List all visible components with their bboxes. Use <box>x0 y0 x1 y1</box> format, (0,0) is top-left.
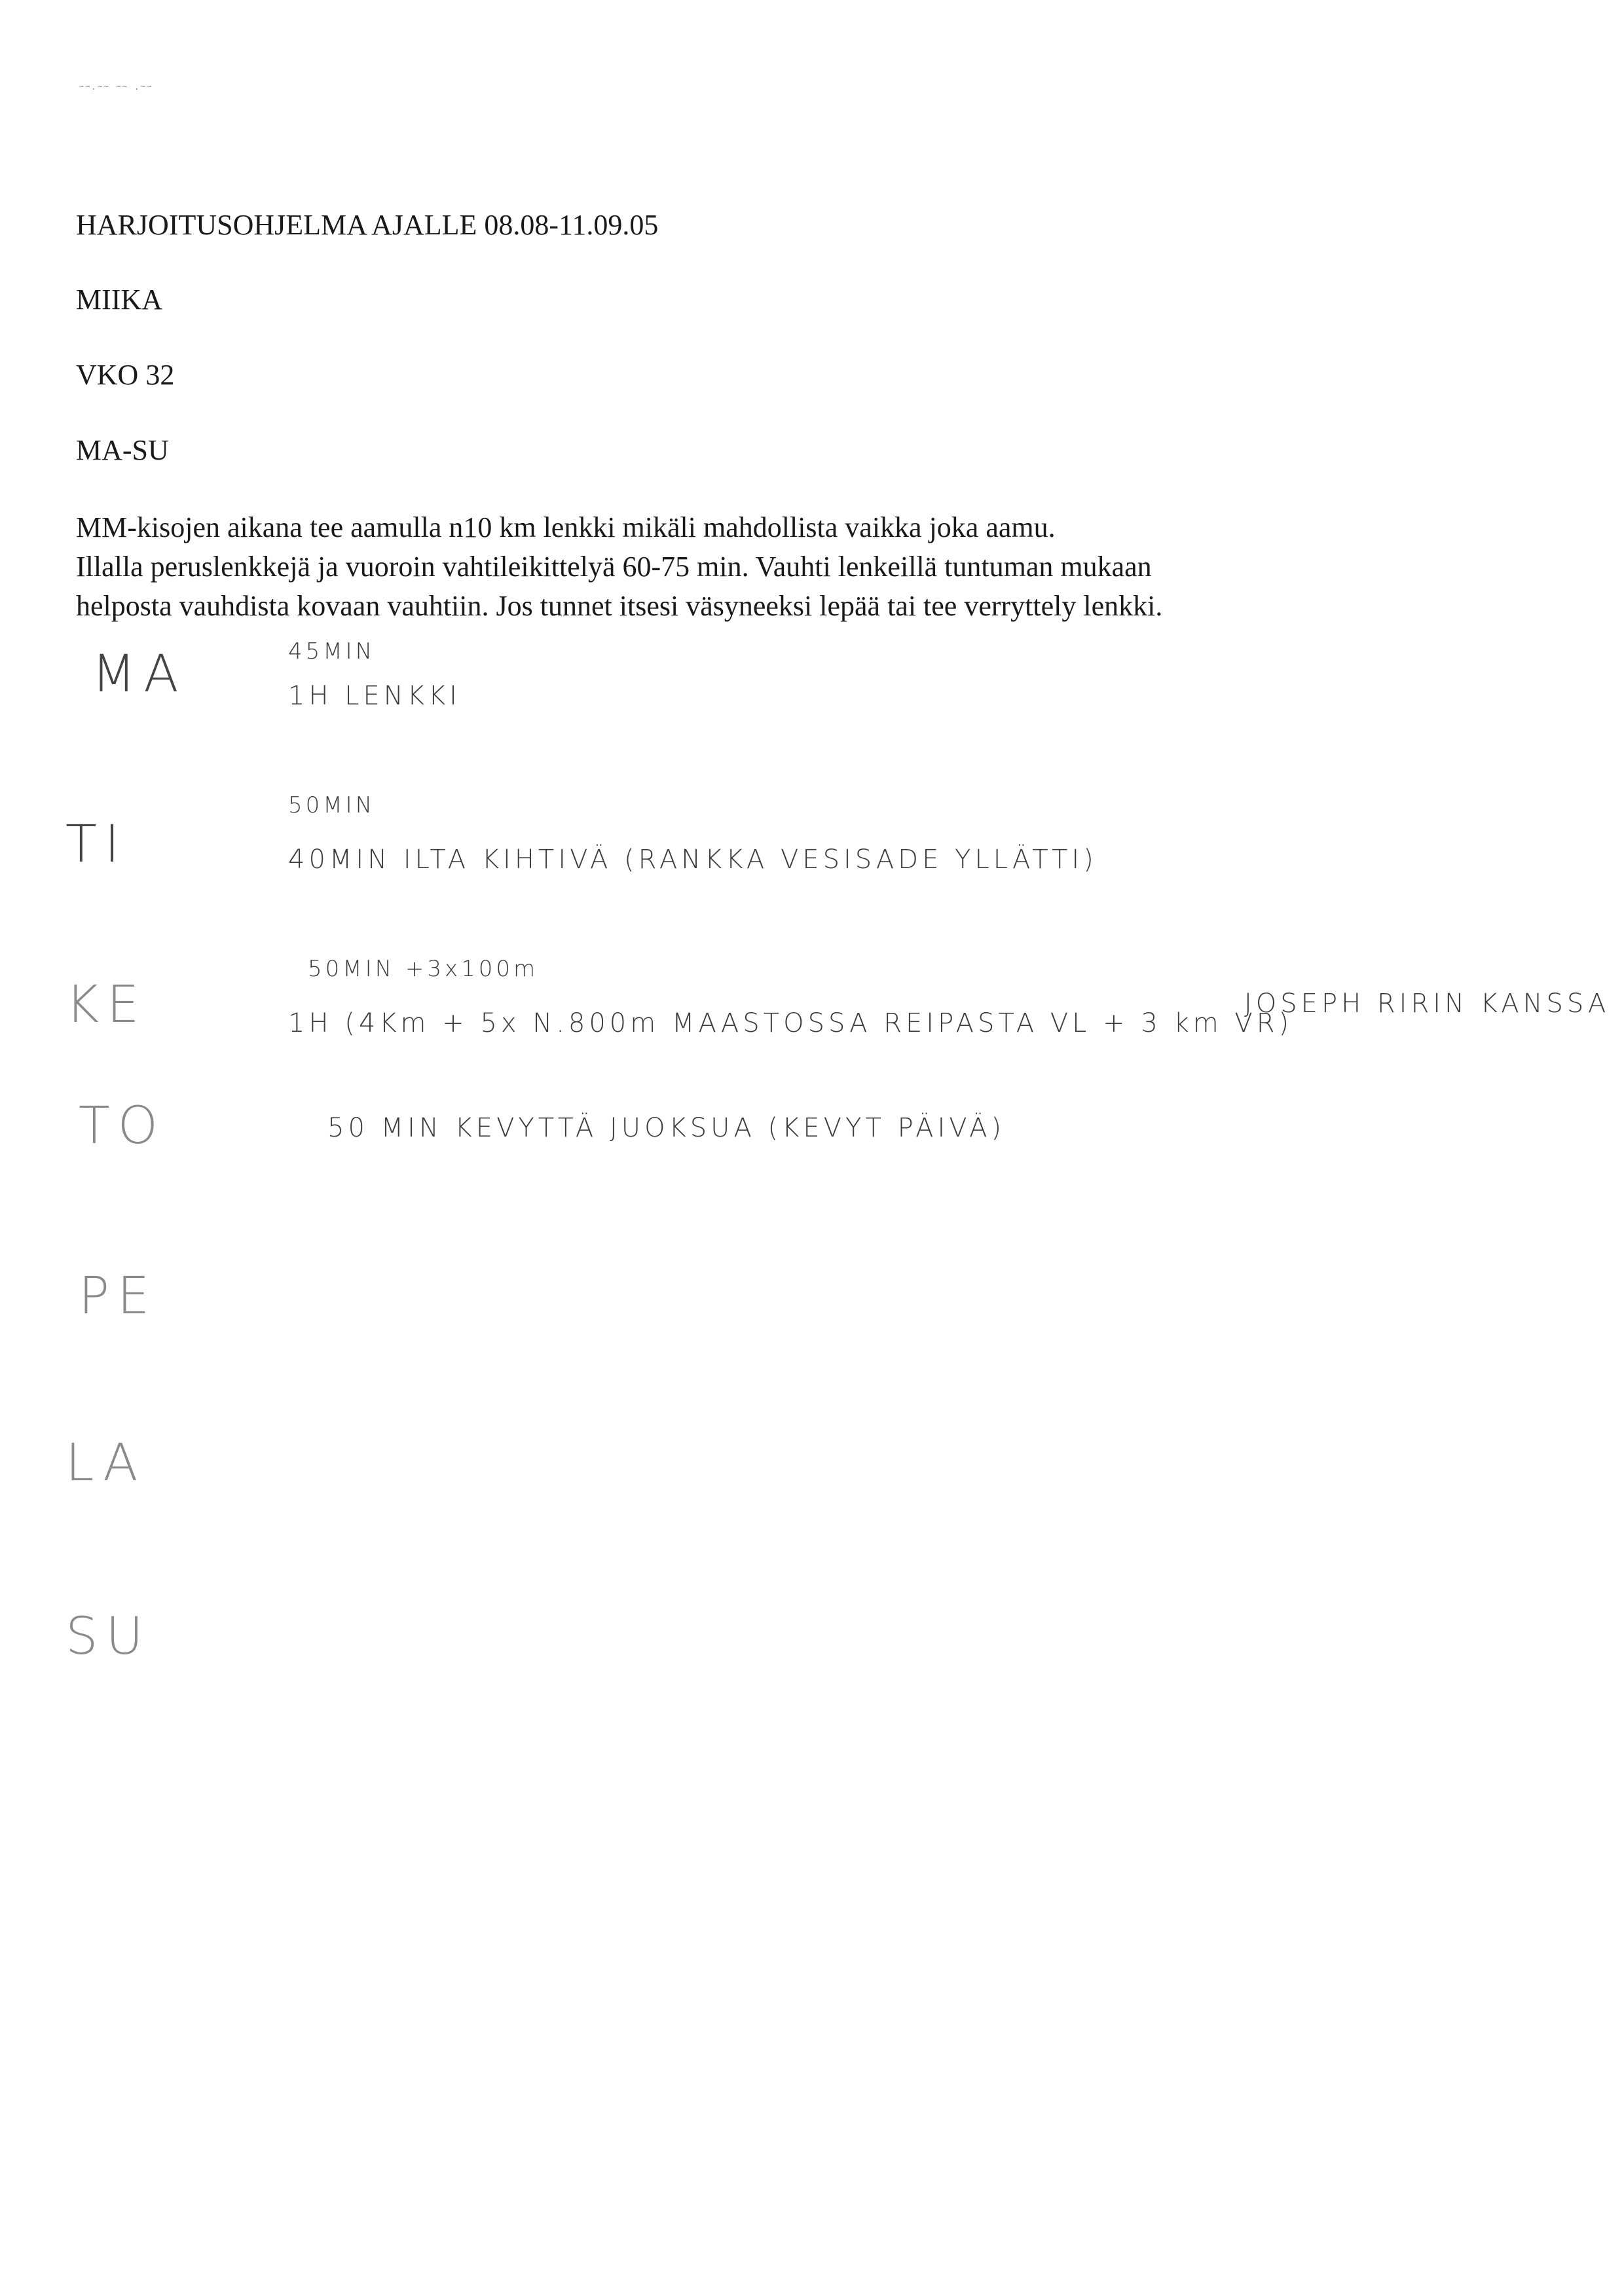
day-note: 40MIN ILTA KIHTIVÄ (RANKKA VESISADE YLLÄTTI) <box>288 845 1098 875</box>
day-label-to: TO <box>79 1097 166 1156</box>
day-note: 50 MIN KEVYTTÄ JUOKSUA (KEVYT PÄIVÄ) <box>327 1113 1006 1143</box>
instruction-line: helposta vauhdista kovaan vauhtiin. Jos tunnet itsesi väsyneeksi lepää tai tee verryttely lenkki. <box>76 590 1163 622</box>
day-note: 1H LENKKI <box>288 681 461 711</box>
day-label-pe: PE <box>79 1267 158 1326</box>
day-label-ti: TI <box>65 815 128 874</box>
scan-mark: ~~.~~ ~~ .~~ <box>79 82 153 93</box>
day-label-ma: MA <box>92 645 187 704</box>
document-title: HARJOITUSOHJELMA AJALLE 08.08-11.09.05 <box>76 209 659 241</box>
day-note: 1H (4Km + 5x N.800m MAASTOSSA REIPASTA VL + 3 km VR) <box>288 1008 1293 1038</box>
day-label-ke: KE <box>65 975 147 1034</box>
day-label-su: SU <box>65 1607 151 1666</box>
day-label-la: LA <box>65 1434 146 1493</box>
athlete-name: MIIKA <box>76 283 162 316</box>
day-note: JOSEPH RIRIN KANSSA <box>1244 989 1610 1019</box>
day-note: 45MIN <box>288 638 376 665</box>
day-note: 50MIN +3x100m <box>308 956 539 982</box>
instructions <box>76 508 1162 626</box>
week-number: VKO 32 <box>76 359 175 391</box>
day-note: 50MIN <box>288 792 376 818</box>
instruction-line: MM-kisojen aikana tee aamulla n10 km lenkki mikäli mahdollista vaikka joka aamu. <box>76 511 1056 543</box>
instruction-line: Illalla peruslenkkejä ja vuoroin vahtileikittelyä 60-75 min. Vauhti lenkeillä tuntuman mukaan <box>76 551 1152 583</box>
day-range: MA-SU <box>76 434 169 466</box>
